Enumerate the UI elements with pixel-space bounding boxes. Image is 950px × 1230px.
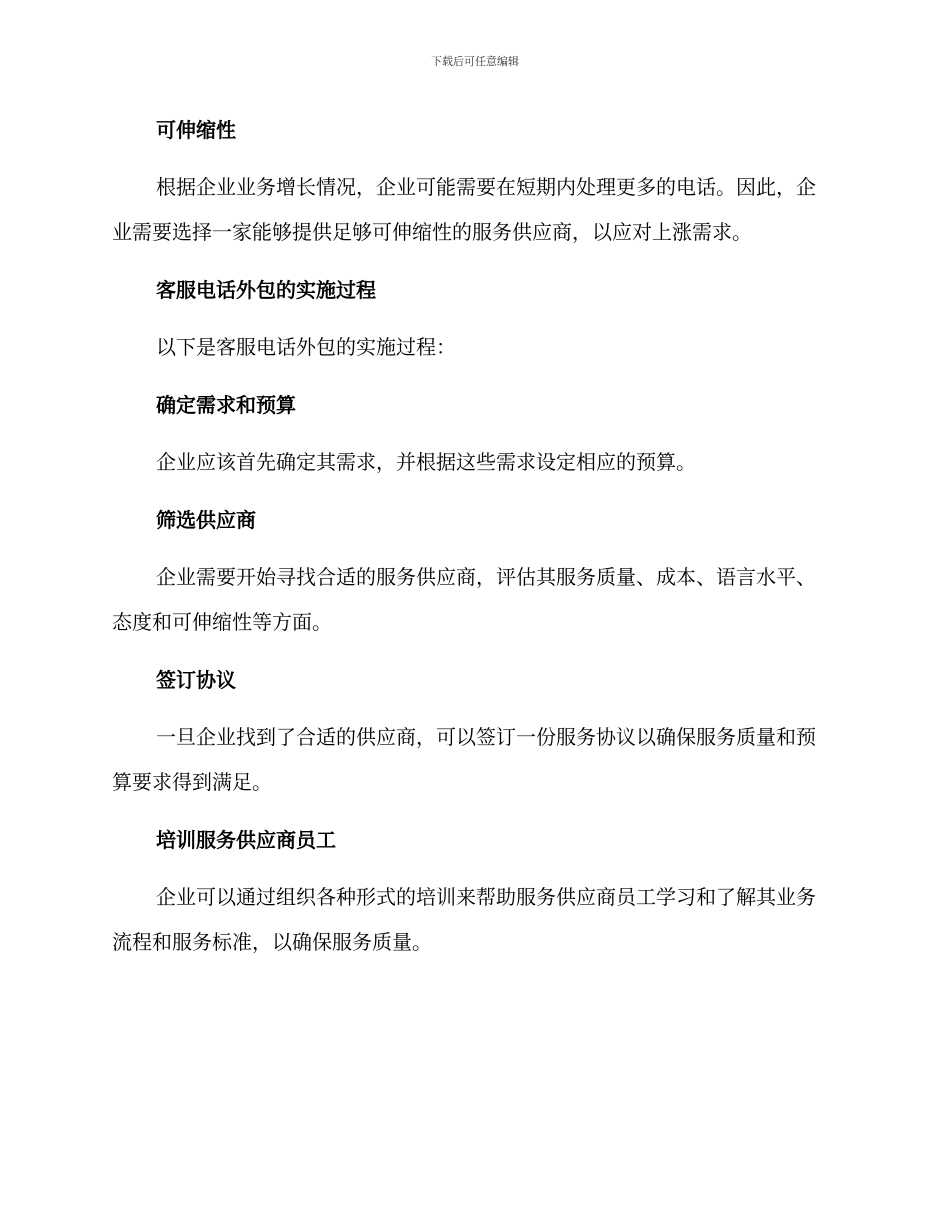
paragraph-screen-suppliers: 企业需要开始寻找合适的服务供应商，评估其服务质量、成本、语言水平、态度和可伸缩性等方面。 <box>112 565 816 634</box>
section-heading-screen-suppliers: 筛选供应商 <box>156 508 256 532</box>
section-heading-sign-agreement: 签订协议 <box>156 668 236 692</box>
section-heading-requirements-budget: 确定需求和预算 <box>156 393 296 417</box>
section-heading-scalability: 可伸缩性 <box>156 118 236 142</box>
paragraph-sign-agreement: 一旦企业找到了合适的供应商，可以签订一份服务协议以确保服务质量和预算要求得到满足。 <box>112 725 816 794</box>
paragraph-implementation-intro: 以下是客服电话外包的实施过程： <box>156 335 456 359</box>
paragraph-requirements-budget: 企业应该首先确定其需求，并根据这些需求设定相应的预算。 <box>156 450 696 474</box>
paragraph-scalability: 根据企业业务增长情况，企业可能需要在短期内处理更多的电话。因此，企业需要选择一家能够提供足够可伸缩性的服务供应商，以应对上涨需求。 <box>112 175 816 244</box>
page-header: 下载后可任意编辑 <box>431 55 519 68</box>
section-heading-train-staff: 培训服务供应商员工 <box>156 828 336 852</box>
paragraph-train-staff: 企业可以通过组织各种形式的培训来帮助服务供应商员工学习和了解其业务流程和服务标准，以确保服务质量。 <box>112 885 816 954</box>
document-body <box>112 108 830 978</box>
section-heading-implementation-process: 客服电话外包的实施过程 <box>156 278 376 302</box>
